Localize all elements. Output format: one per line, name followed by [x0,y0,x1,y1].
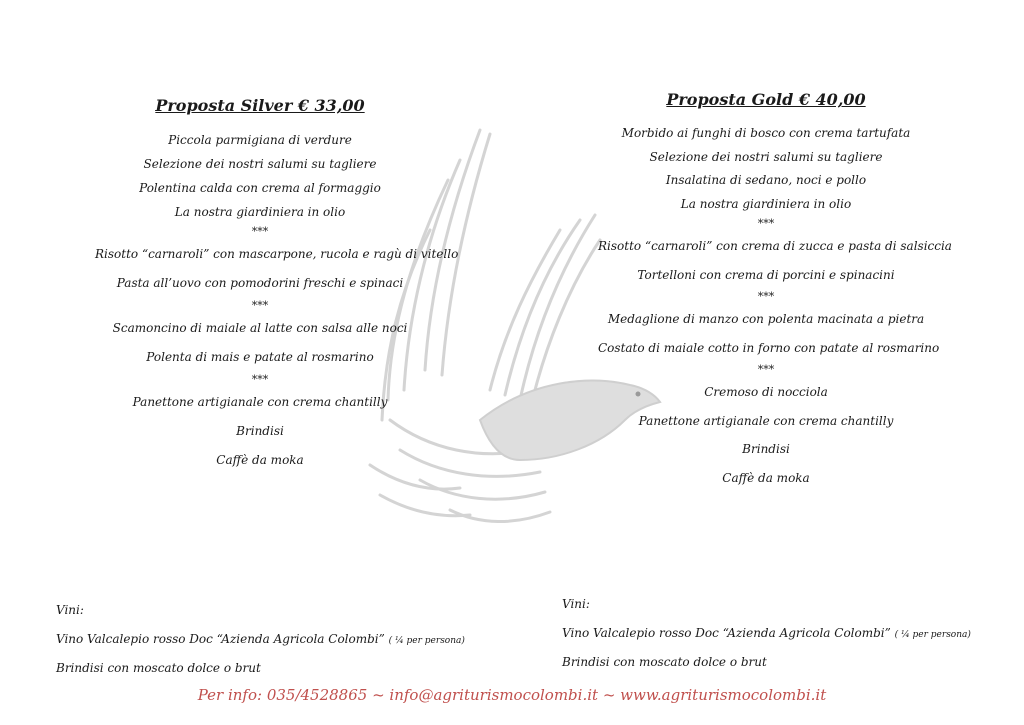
sparkling-line: Brindisi con moscato dolce o brut [56,661,261,675]
wine-line [56,625,465,654]
course-separator: *** [757,217,775,230]
course-separator: *** [251,373,269,386]
menu-item: Risotto “carnaroli” con crema di zucca e pasta di salsiccia [598,239,952,253]
course-separator: *** [251,225,269,238]
menu-item: Tortelloni con crema di porcini e spinacini [637,267,895,282]
silver-menu [95,96,459,475]
menu-item: Polenta di mais e patate al rosmarino [146,350,374,364]
menu-item: La nostra giardiniera in olio [174,205,346,219]
menu-item: Pasta all’uovo con pomodorini freschi e spinaci [116,276,404,290]
sparkling-line: Brindisi con moscato dolce o brut [562,655,767,669]
contact-footer: Per info: 035/4528865 ~ info@agriturismocolombi.it ~ www.agriturismocolombi.it [197,686,827,704]
wine-name: Vino Valcalepio rosso Doc “Azienda Agricola Colombi” [56,632,385,646]
menu-item: Caffè da moka [722,470,810,485]
menu-item: La nostra giardiniera in olio [680,196,852,211]
menu-item: Costato di maiale cotto in forno con patate al rosmarino [598,340,940,355]
menu-item: Selezione dei nostri salumi su tagliere [143,157,377,171]
wines-heading: Vini: [562,597,590,611]
menu-item: Cremoso di nocciola [704,385,828,399]
course-separator: *** [757,290,775,303]
menu-item: Polentina calda con crema al formaggio [139,181,381,195]
menu-item: Selezione dei nostri salumi su tagliere [649,149,883,164]
menu-item: Brindisi [742,442,790,456]
menu-item: Panettone artigianale con crema chantilly [132,395,388,409]
wines-heading: Vini: [56,603,84,617]
menu-item: Morbido ai funghi di bosco con crema tartufata [621,126,911,140]
wines-section-right [562,590,971,677]
wine-line [562,619,971,648]
wine-note: ( ¼ per persona) [894,630,971,640]
gold-menu [598,90,952,492]
gold-menu-title: Proposta Gold € 40,00 [666,90,866,109]
menu-item: Scamoncino di maiale al latte con salsa alle noci [112,321,408,335]
course-separator: *** [757,363,775,376]
menu-item: Risotto “carnaroli” con mascarpone, rucola e ragù di vitello [95,247,459,261]
menu-item: Brindisi [236,424,284,438]
menu-item: Panettone artigianale con crema chantilly [638,413,894,428]
course-separator: *** [251,299,269,312]
menu-item: Caffè da moka [216,453,304,467]
menu-item: Piccola parmigiana di verdure [168,133,352,147]
wine-note: ( ¼ per persona) [388,636,465,646]
wines-section-left [56,596,465,683]
silver-menu-title: Proposta Silver € 33,00 [155,96,365,115]
menu-item: Insalatina di sedano, noci e pollo [665,173,867,187]
wine-name: Vino Valcalepio rosso Doc “Azienda Agricola Colombi” [562,626,891,640]
menu-item: Medaglione di manzo con polenta macinata a pietra [607,312,925,326]
